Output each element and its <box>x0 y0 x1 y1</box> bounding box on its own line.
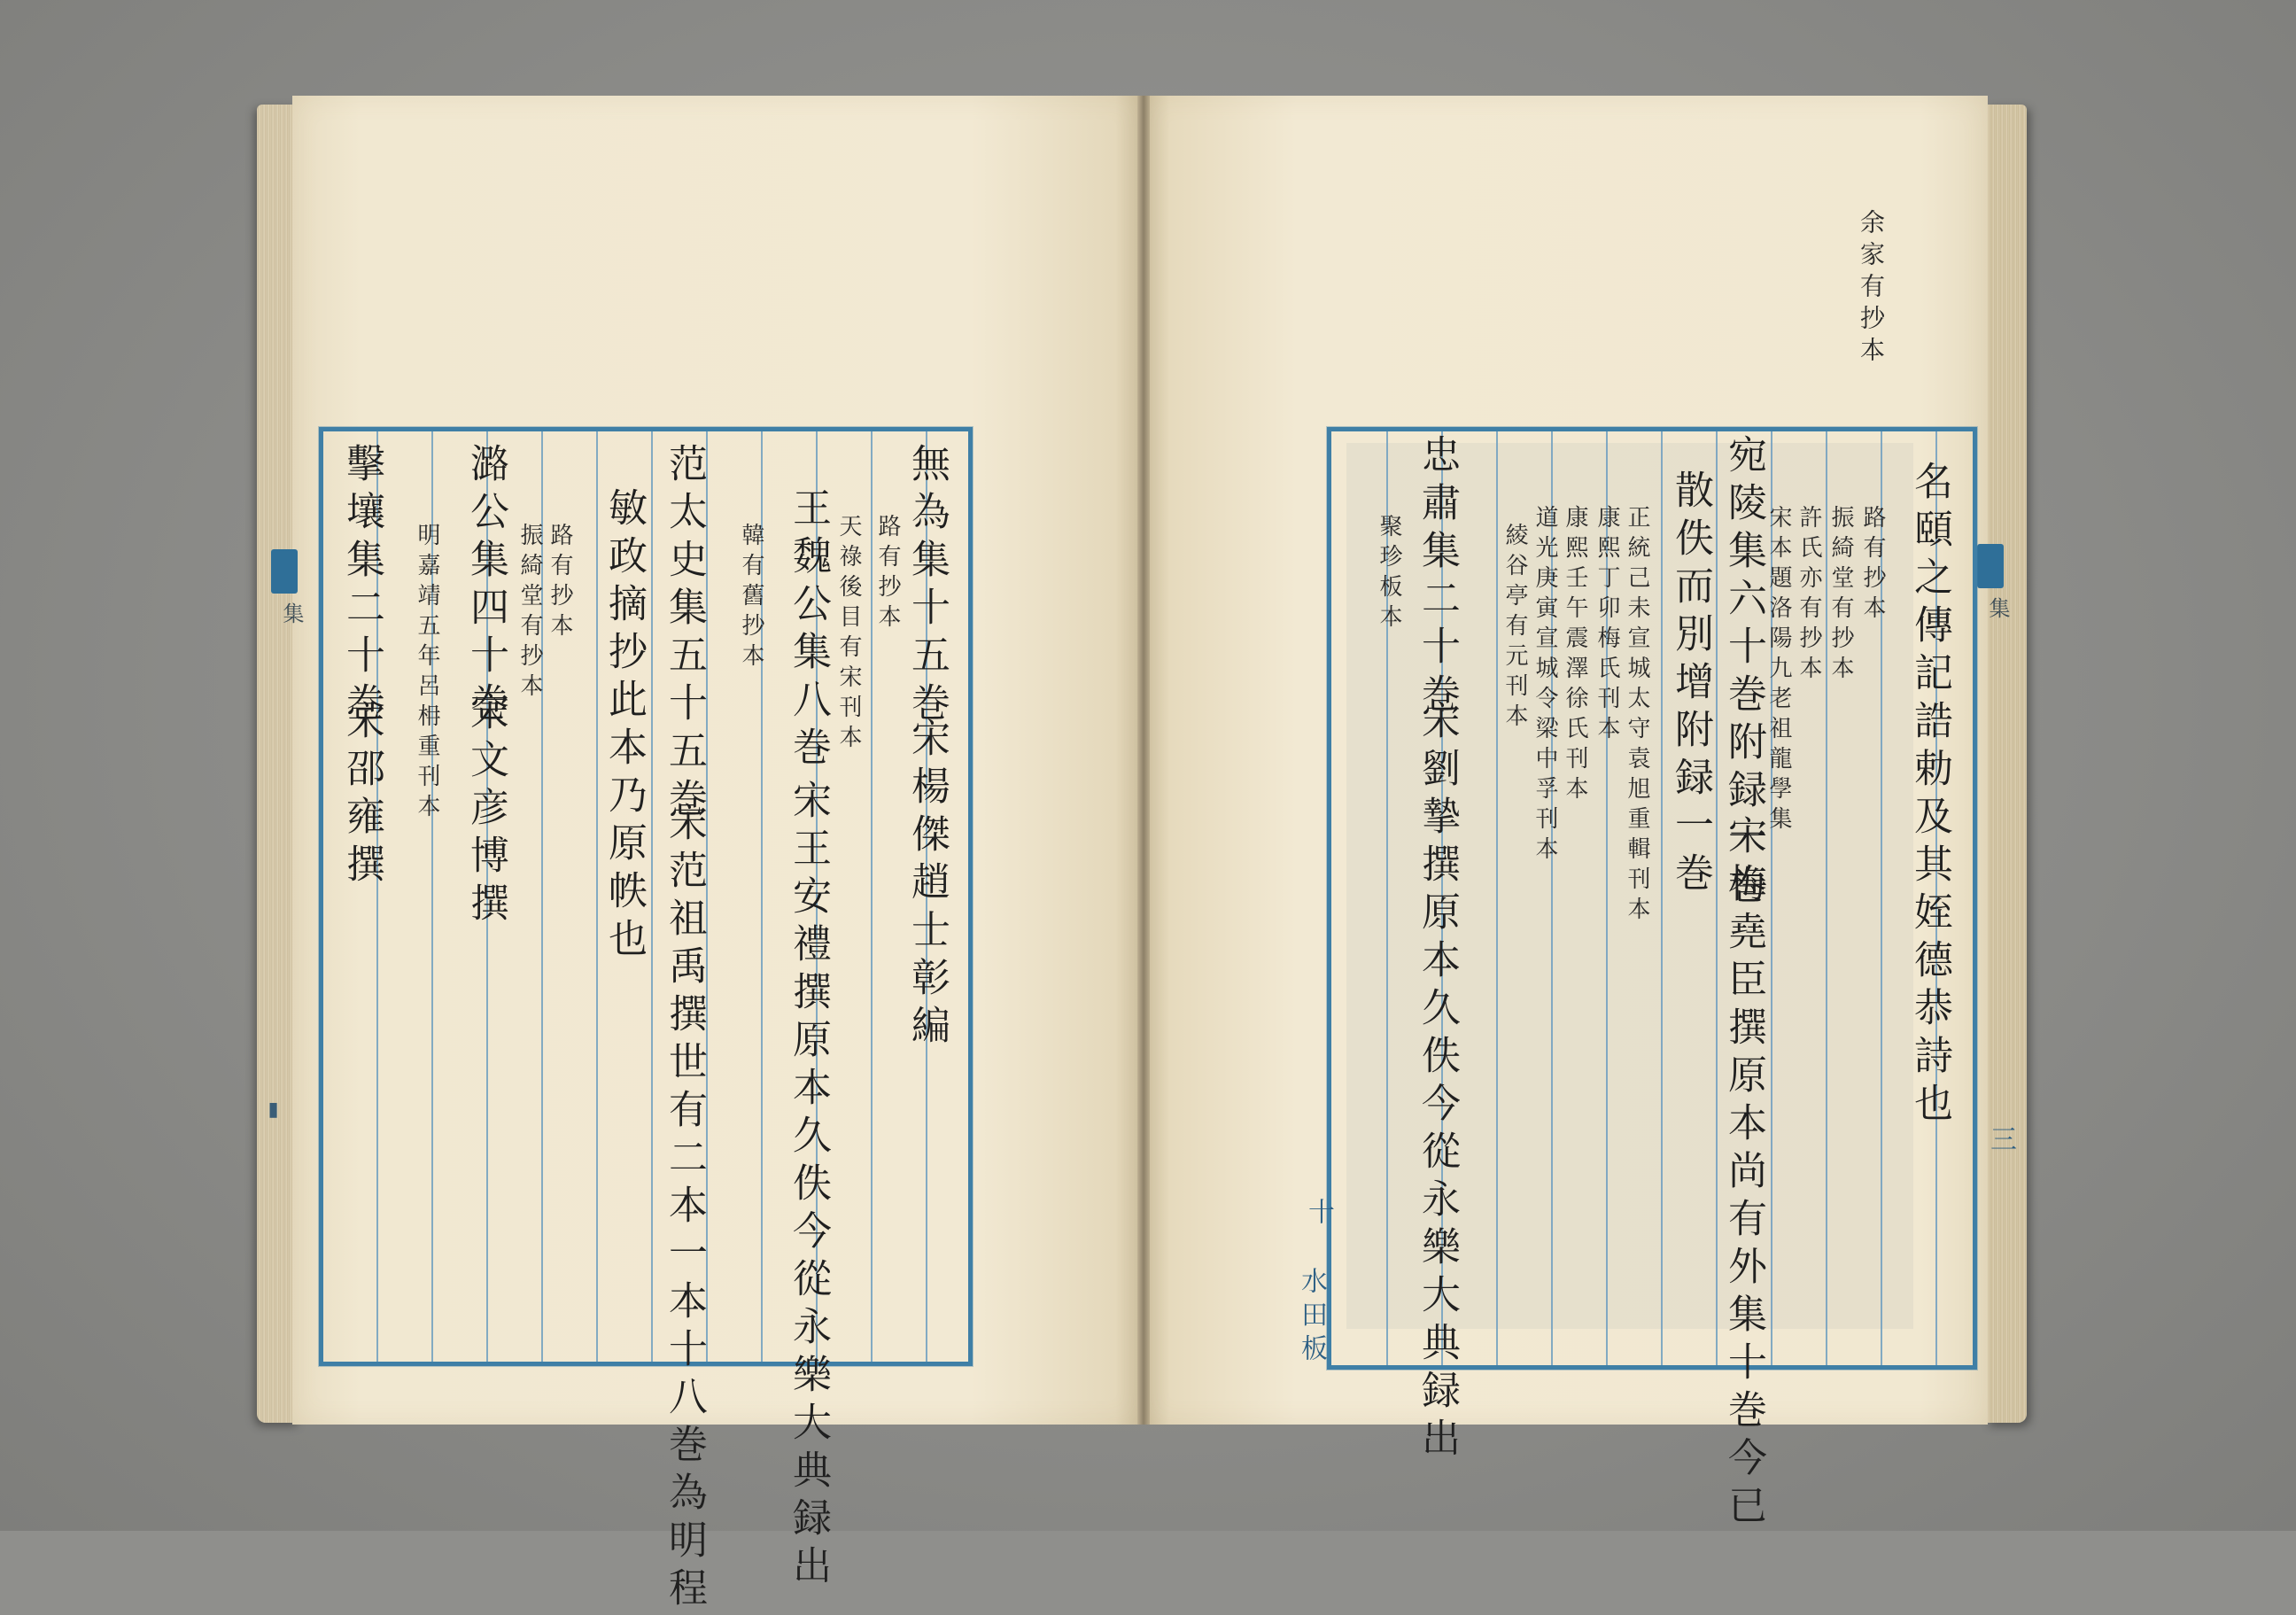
entry-note: 韓有舊抄本 <box>738 523 764 673</box>
right-page-edges <box>1986 105 2027 1423</box>
printer-mark: 水田板 <box>1296 1267 1327 1368</box>
entry-author: 宋劉摯撰原本久佚今從永樂大典録出 <box>1415 700 1460 1465</box>
entry-note: 聚珍板本 <box>1376 514 1402 634</box>
entry-author: 宋范祖禹撰世有二本一本十八巻為明程 <box>662 802 707 1615</box>
margin-print-mark: ▮ <box>262 1099 284 1121</box>
entry-author: 宋文彦博撰 <box>463 691 508 930</box>
entry-note: 道光庚寅宣城令梁中孚刊本 <box>1532 505 1558 866</box>
entry-note: 正統己未宣城太守袁旭重輯刊本 <box>1624 505 1650 927</box>
entry-note: 康熙壬午震澤徐氏刊本 <box>1562 505 1588 806</box>
entry-title: 范太史集五十五巻 <box>662 443 707 826</box>
column-rule <box>1496 431 1498 1365</box>
entry-note: 康熙丁卯梅氏刊本 <box>1594 505 1620 746</box>
entry-note: 路有抄本 <box>874 514 901 634</box>
left-margin-tab <box>271 549 298 594</box>
left-tab-label: 集 <box>279 602 304 627</box>
entry-note: 振綺堂有抄本 <box>516 523 543 703</box>
right-page-number: 三 <box>1985 1125 2016 1157</box>
entry-author: 宋梅堯臣撰原本尚有外集十巻今已 <box>1721 815 1766 1533</box>
entry-title: 王魏公集八巻 <box>786 487 831 774</box>
entry-note: 明嘉靖五年呂枏重刊本 <box>414 523 440 824</box>
folio-number: 十 <box>1303 1198 1334 1231</box>
entry-title: 宛陵集六十巻附録一巻 <box>1721 434 1766 912</box>
entry-note: 路有抄本 <box>547 523 573 643</box>
entry-author: 宋王安禮撰原本久佚今從永樂大典録出 <box>786 780 831 1593</box>
entry-note: 振綺堂有抄本 <box>1827 505 1854 686</box>
right-margin-tab <box>1977 544 2004 588</box>
entry-continuation: 敏政摘抄此本乃原帙也 <box>601 487 647 966</box>
entry-continuation: 名頤之傳記誥勅及其姪德恭詩也 <box>1907 461 1952 1130</box>
entry-author: 宋楊傑趙士彰編 <box>904 718 950 1052</box>
entry-author: 宋邵雍撰 <box>339 700 384 891</box>
entry-note: 天祿後目有宋刊本 <box>835 514 862 755</box>
entry-continuation: 散佚而別增附録一巻 <box>1668 470 1713 900</box>
entry-note: 綾谷亭有元刊本 <box>1501 523 1528 734</box>
right-tab-label: 集 <box>1985 597 2010 622</box>
entry-title: 潞公集四十巻 <box>463 443 508 730</box>
entry-title: 無為集十五巻 <box>904 443 950 730</box>
entry-title: 忠肅集二十巻 <box>1415 434 1460 721</box>
top-margin-note: 余家有抄本 <box>1857 209 1886 369</box>
book-gutter <box>1137 96 1150 1425</box>
entry-note: 路有抄本 <box>1859 505 1886 625</box>
entry-note: 宋本題洛陽九老祖龍學集 <box>1765 505 1792 836</box>
entry-title: 擊壤集二十巻 <box>339 443 384 730</box>
entry-note: 許氏亦有抄本 <box>1796 505 1822 686</box>
